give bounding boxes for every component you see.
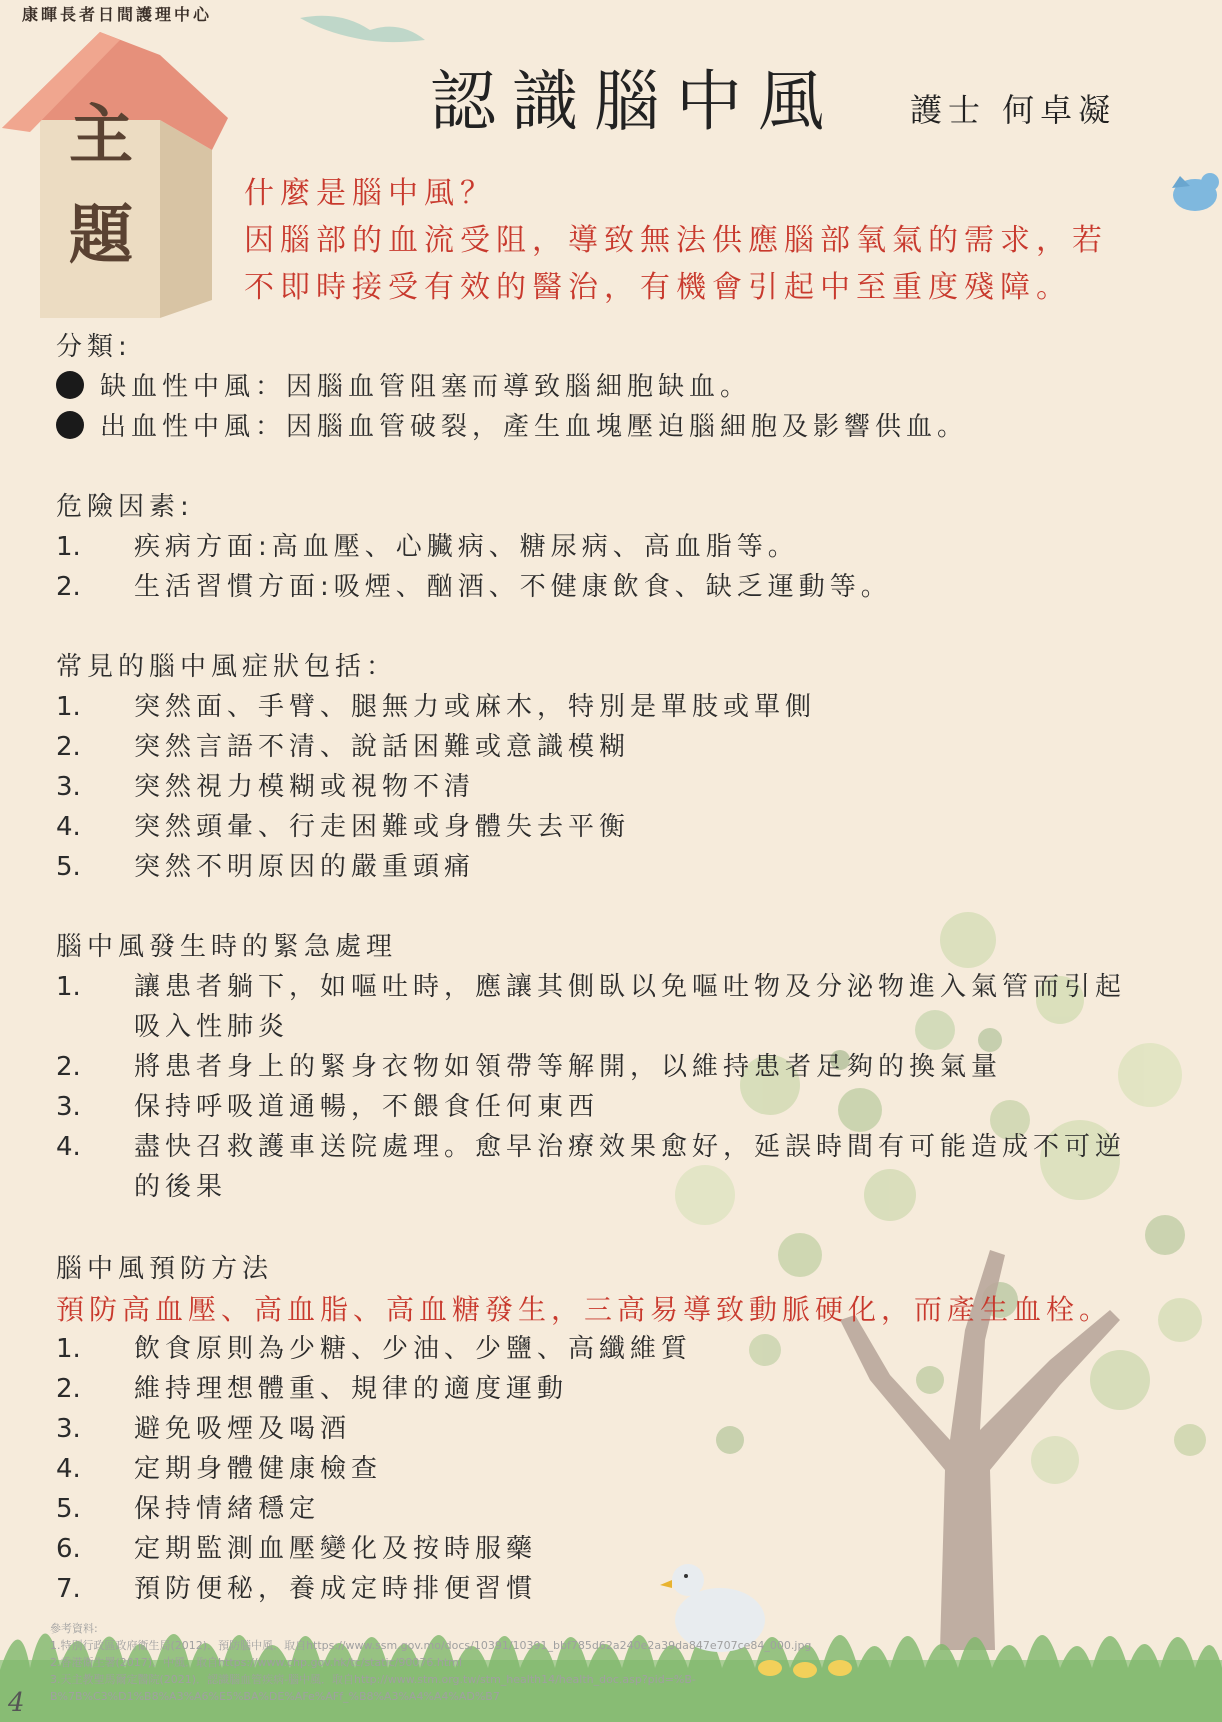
- badge-char-1: 主: [69, 98, 133, 173]
- organization-name: 康暉長者日間護理中心: [22, 5, 213, 24]
- prevention-highlight: 預防高血壓、高血脂、高血糖發生，三高易導致動脈硬化，而產生血栓。: [56, 1293, 1113, 1326]
- prevention-heading: 腦中風預防方法: [56, 1254, 274, 1284]
- prevention-item: 5. 保持情緒穩定: [56, 1494, 321, 1524]
- classification-item: 出血性中風：因腦血管破裂，產生血塊壓迫腦細胞及影響供血。: [56, 406, 968, 443]
- emergency-item: 1. 讓患者躺下，如嘔吐時，應讓其側臥以免嘔吐物及分泌物進入氣管而引起: [56, 972, 1127, 1002]
- symptoms-heading: 常見的腦中風症狀包括：: [56, 652, 398, 682]
- intro-answer-line-1: 因腦部的血流受阻，導致無法供應腦部氧氣的需求，若: [244, 223, 1108, 258]
- symptom-item: 2. 突然言語不清、說話困難或意識模糊: [56, 732, 631, 762]
- page-number: 4: [8, 1688, 25, 1718]
- bird-top-illustration: [300, 16, 425, 42]
- page-title: 認識腦中風: [430, 63, 840, 140]
- reference-line: B%7B%C3%D1%B8%A3%A6%E5%BA%DE%AFe%AFf_%B8%A3%A4%A4%AD%B7: [50, 1690, 500, 1703]
- reference-line: 1.特別行政區政府衛生局(2012)．預防腦中風．取自https://www.ssm.gov.mo/docs/10391/10391_bbf785d62a240e2a39da847e707ce84_000.jpg: [50, 1639, 812, 1652]
- prevention-item: 6. 定期監測血壓變化及按時服藥: [56, 1534, 538, 1564]
- prevention-item: 4. 定期身體健康檢查: [56, 1454, 383, 1484]
- classification-item: 缺血性中風：因腦血管阻塞而導致腦細胞缺血。: [56, 366, 751, 403]
- prevention-item: 3. 避免吸煙及喝酒: [56, 1414, 352, 1444]
- intro-answer-line-2: 不即時接受有效的醫治，有機會引起中至重度殘障。: [244, 270, 1072, 305]
- badge-char-2: 題: [69, 198, 133, 273]
- emergency-heading: 腦中風發生時的緊急處理: [56, 932, 398, 962]
- emergency-item: 3. 保持呼吸道通暢，不餵食任何東西: [56, 1092, 600, 1122]
- risk-factor-item: 1. 疾病方面:高血壓、心臟病、糖尿病、高血脂等。: [56, 532, 799, 562]
- emergency-item: 4. 盡快召救護車送院處理。愈早治療效果愈好，延誤時間有可能造成不可逆: [56, 1132, 1127, 1162]
- emergency-item-continuation: 吸入性肺炎: [134, 1012, 290, 1042]
- classification-heading: 分類:: [56, 332, 132, 362]
- references-heading: 參考資料:: [50, 1622, 98, 1635]
- bullet-icon: [56, 371, 84, 399]
- intro-question: 什麼是腦中風？: [244, 176, 496, 211]
- symptom-item: 4. 突然頭暈、行走困難或身體失去平衡: [56, 812, 631, 842]
- author-name: 護士 何卓凝: [910, 91, 1117, 129]
- reference-line: 2.香港衛生署(2017)．中風．取自https://www.chp.gov.hk/tc/static/90076.html: [50, 1656, 462, 1669]
- symptom-item: 1. 突然面、手臂、腿無力或麻木，特別是單肢或單側: [56, 692, 817, 722]
- prevention-item: 2. 維持理想體重、規律的適度運動: [56, 1374, 569, 1404]
- emergency-item: 2. 將患者身上的緊身衣物如領帶等解開，以維持患者足夠的換氣量: [56, 1052, 1003, 1082]
- bullet-icon: [56, 411, 84, 439]
- symptom-item: 5. 突然不明原因的嚴重頭痛: [56, 852, 476, 882]
- references: [50, 1620, 811, 1705]
- reference-line: 3.天主教聖馬爾定醫院(2021)．認識腦血管疾病-腦中風．取自http://www.stm.org.tw/stm_health14/health_doc.asp?pid=%B-: [50, 1673, 696, 1686]
- prevention-item: 7. 預防便秘，養成定時排便習慣: [56, 1574, 538, 1604]
- prevention-item: 1. 飲食原則為少糖、少油、少鹽、高纖維質: [56, 1334, 693, 1364]
- symptom-item: 3. 突然視力模糊或視物不清: [56, 772, 476, 802]
- topic-badge-text: [46, 86, 156, 286]
- bird-right-illustration: [1172, 173, 1219, 211]
- emergency-item-continuation: 的後果: [134, 1172, 228, 1202]
- risk-factor-item: 2. 生活習慣方面:吸煙、酗酒、不健康飲食、缺乏運動等。: [56, 572, 892, 602]
- risk-factors-heading: 危險因素:: [56, 492, 194, 522]
